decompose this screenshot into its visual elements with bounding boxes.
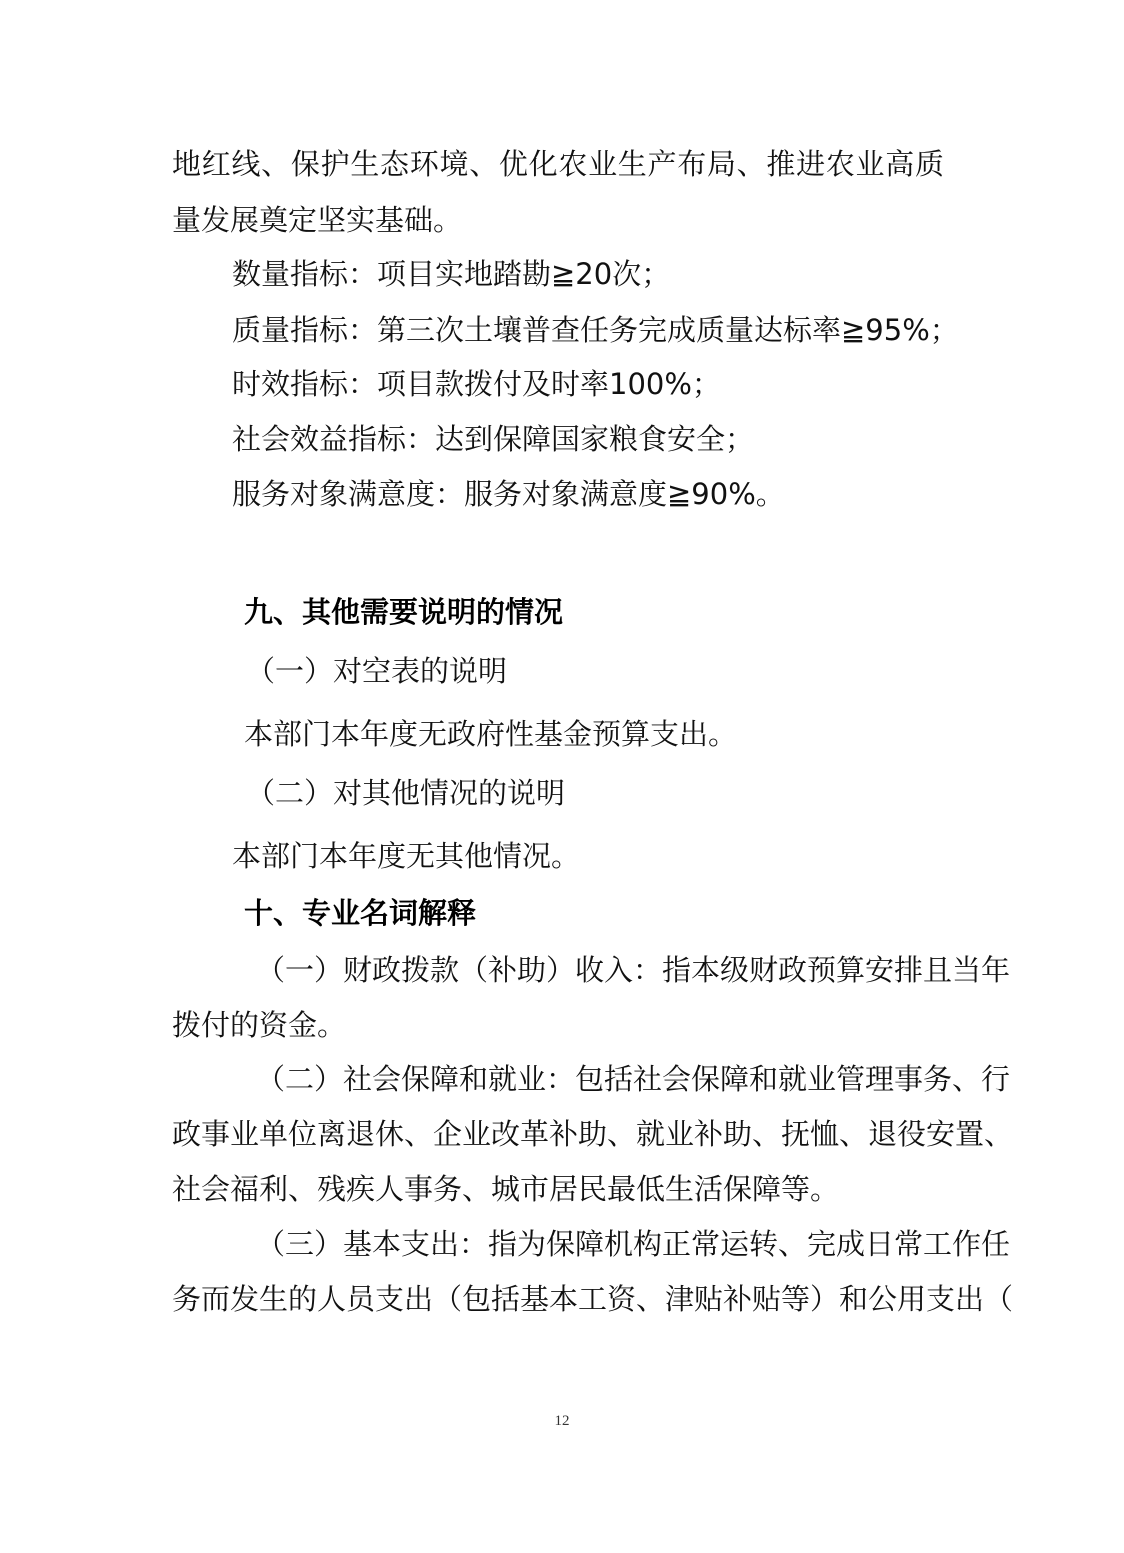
indicator-timeliness: 时效指标：项目款拨付及时率100%； — [232, 367, 721, 401]
section9-text-1: 本部门本年度无政府性基金预算支出。 — [244, 717, 738, 751]
intro-line-1: 地红线、保护生态环境、优化农业生产布局、推进农业高质 — [172, 147, 944, 181]
definition-2-line-3: 社会福利、残疾人事务、城市居民最低生活保障等。 — [172, 1172, 840, 1206]
indicator-quantity: 数量指标：项目实地踏勘≧20次； — [232, 257, 671, 291]
definition-3-line-2: 务而发生的人员支出（包括基本工资、津贴补贴等）和公用支出（ — [172, 1282, 1014, 1316]
definition-2-line-2: 政事业单位离退休、企业改革补助、就业补助、抚恤、退役安置、 — [172, 1117, 1014, 1151]
intro-line-2: 量发展奠定坚实基础。 — [172, 203, 463, 237]
indicator-social-benefit: 社会效益指标：达到保障国家粮食安全； — [232, 422, 755, 456]
definition-1-line-2: 拨付的资金。 — [172, 1008, 347, 1042]
section9-subtitle-2: （二）对其他情况的说明 — [246, 776, 566, 810]
section-heading-9: 九、其他需要说明的情况 — [244, 595, 564, 629]
indicator-satisfaction: 服务对象满意度：服务对象满意度≧90%。 — [232, 477, 785, 511]
section-heading-10: 十、专业名词解释 — [244, 896, 477, 930]
definition-1-line-1: （一）财政拨款（补助）收入：指本级财政预算安排且当年 — [256, 953, 1011, 987]
indicator-quality: 质量指标：第三次土壤普查任务完成质量达标率≧95%； — [232, 313, 959, 347]
definition-3-line-1: （三）基本支出：指为保障机构正常运转、完成日常工作任 — [256, 1227, 1011, 1261]
page-number: 12 — [554, 1413, 570, 1429]
section9-subtitle-1: （一）对空表的说明 — [246, 654, 508, 688]
definition-2-line-1: （二）社会保障和就业：包括社会保障和就业管理事务、行 — [256, 1062, 1011, 1096]
section9-text-2: 本部门本年度无其他情况。 — [232, 839, 581, 873]
